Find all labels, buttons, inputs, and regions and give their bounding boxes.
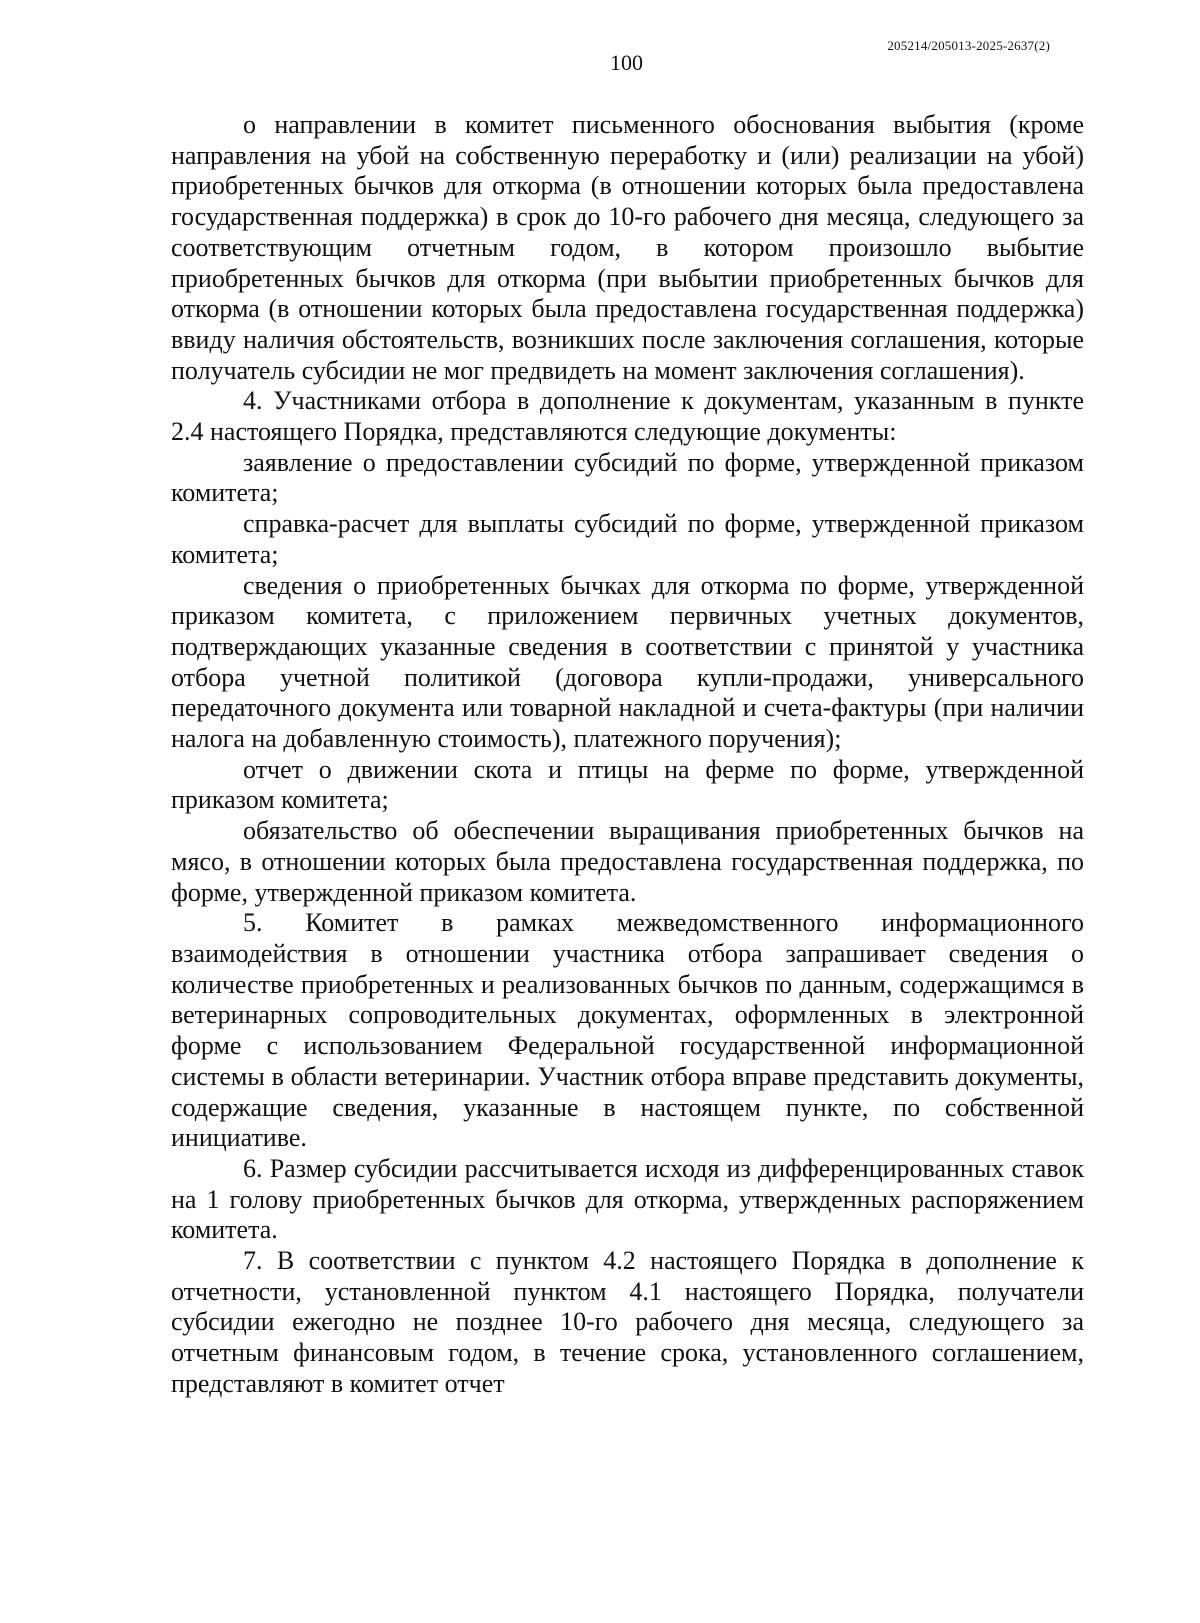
document-body bbox=[171, 110, 1084, 1400]
paragraph-obligation: обязательство об обеспечении выращивания приобретенных бычков на мясо, в отношении которых была предоставлена государственная поддержка, по форме, утвержденной приказом комитета. bbox=[171, 816, 1084, 907]
paragraph-calculation-certificate: справка-расчет для выплаты субсидий по форме, утвержденной приказом комитета; bbox=[171, 509, 1084, 569]
page-number: 100 bbox=[610, 50, 643, 75]
paragraph-livestock-report: отчет о движении скота и птицы на ферме по форме, утвержденной приказом комитета; bbox=[171, 754, 1084, 815]
paragraph-purchase-info: сведения о приобретенных бычках для откорма по форме, утвержденной приказом комитета, с приложением первичных учетных документов, подтверждающих указанные сведения в соответствии с принятой у участника отбора учетной политикой (договора купли-продажи, универсального передаточного документа или товарной накладной и счета-фактуры (при наличии налога на добавленную стоимость), платежного поручения); bbox=[171, 570, 1084, 754]
paragraph-item-4: 4. Участниками отбора в дополнение к документам, указанным в пункте 2.4 настоящего Порядка, представляются следующие документы: bbox=[171, 386, 1084, 447]
paragraph-withdrawal-justification: о направлении в комитет письменного обоснования выбытия (кроме направления на убой на собственную переработку и (или) реализации на убой) приобретенных бычков для откорма (в отношении которых была предоставлена государственная поддержка) в срок до 10-го рабочего дня месяца, следующего за соответствующим отчетным годом, в котором произошло выбытие приобретенных бычков для откорма (при выбытии приобретенных бычков для откорма (в отношении которых была предоставлена государственная поддержка) ввиду наличия обстоятельств, возникших после заключения соглашения, которые получатель субсидии не мог предвидеть на момент заключения соглашения). bbox=[171, 110, 1084, 385]
paragraph-application: заявление о предоставлении субсидий по форме, утвержденной приказом комитета; bbox=[171, 447, 1084, 508]
paragraph-item-7: 7. В соответствии с пунктом 4.2 настоящего Порядка в дополнение к отчетности, установленной пунктом 4.1 настоящего Порядка, получатели субсидии ежегодно не позднее 10-го рабочего дня месяца, следующего за отчетным финансовым годом, в течение срока, установленного соглашением, представляют в комитет отчет bbox=[171, 1246, 1084, 1398]
paragraph-item-5: 5. Комитет в рамках межведомственного информационного взаимодействия в отношении участника отбора запрашивает сведения о количестве приобретенных и реализованных бычков по данным, содержащимся в ветеринарных сопроводительных документах, оформленных в электронной форме с использованием Федеральной государственной информационной системы в области ветеринарии. Участник отбора вправе представить документы, содержащие сведения, указанные в настоящем пункте, по собственной инициативе. bbox=[171, 908, 1084, 1153]
document-registration-number: 205214/205013-2025-2637(2) bbox=[887, 38, 1050, 53]
paragraph-item-6: 6. Размер субсидии рассчитывается исходя из дифференцированных ставок на 1 голову приобретенных бычков для откорма, утвержденных распоряжением комитета. bbox=[171, 1153, 1084, 1245]
